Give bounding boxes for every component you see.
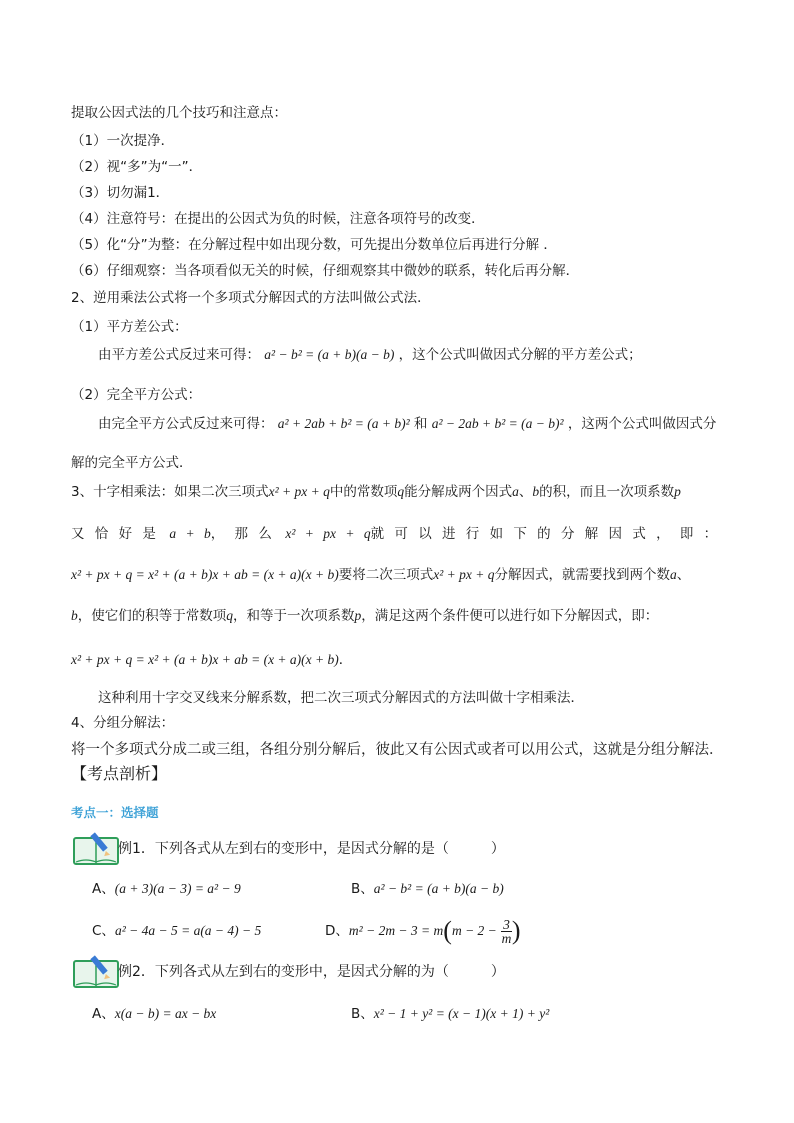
fraction-numerator: 3: [503, 916, 510, 932]
option-2a-label: A、: [92, 1006, 115, 1022]
book-pencil-icon: [72, 832, 120, 866]
cross-text-2b: ， 那 么: [210, 526, 272, 542]
option-1c-formula: a² − 4a − 5 = a(a − 4) − 5: [114, 923, 262, 938]
cross-text-1d: 的积，而且一次项系数: [539, 484, 675, 500]
square-diff-post: ，这个公式叫做因式分解的平方差公式；: [398, 347, 642, 363]
option-1b-formula: a² − b² = (a + b)(a − b): [373, 881, 504, 896]
cross-sep-2: 、: [676, 567, 691, 583]
cross-formula-2: a + b: [169, 526, 211, 541]
tip-4: （4）注意符号：在提出的公因式为负的时候，注意各项符号的改变．: [71, 211, 485, 227]
section-4-title: 4、分组分解法：: [71, 715, 175, 731]
example-1-question: ．下列各式从左到右的变形中，是因式分解的是（ ）: [140, 841, 505, 857]
tip-1: （1）一次提净．: [71, 133, 175, 149]
option-1b-label: B、: [351, 881, 374, 897]
tip-5: （5）化“分”为整：在分解过程中如出现分数，可先提出分数单位后再进行分解 ．: [71, 237, 557, 253]
square-diff-label: （1）平方差公式：: [71, 319, 188, 335]
cross-formula-3: x² + px + q = x² + (a + b)x + ab = (x + a)(x + b): [71, 567, 339, 582]
cross-text-4c: ，和等于一次项系数: [233, 608, 355, 624]
cross-formula-2b: x² + px + q: [285, 526, 371, 541]
cross-method-line-2: [71, 525, 717, 543]
fraction-denominator: m: [501, 930, 512, 946]
option-2b-formula: x² − 1 + y² = (x − 1)(x + 1) + y²: [373, 1006, 550, 1021]
intro-text: 提取公因式法的几个技巧和注意点：: [71, 105, 287, 121]
cross-formula-3b: x² + px + q: [433, 567, 495, 582]
book-pencil-icon: [72, 955, 120, 989]
option-1b: [351, 880, 504, 898]
option-2a-formula: x(a − b) = ax − bx: [114, 1006, 217, 1021]
cross-text-2c: 就 可 以 进 行 如 下 的 分 解 因 式 ， 即 ：: [370, 526, 718, 542]
cross-text-1b: 中的常数项: [329, 484, 398, 500]
cross-formula-5: x² + px + q = x² + (a + b)x + ab = (x + a)(x + b): [71, 652, 339, 667]
example-2-number: 2: [132, 964, 141, 980]
kaodian-title: 考点一：选择题: [71, 805, 159, 820]
cross-method-line-5: [71, 651, 352, 669]
option-1c-label: C、: [92, 923, 115, 939]
cross-method-line-4: [71, 607, 658, 625]
perfect-square-line: [98, 415, 716, 433]
cross-var-p2: p: [354, 608, 362, 623]
option-1d-formula-mid: m − 2 −: [451, 923, 497, 938]
cross-method-summary: 这种利用十字交叉线来分解系数，把二次三项式分解因式的方法叫做十字相乘法．: [98, 690, 584, 706]
square-diff-formula: a² − b² = (a + b)(a − b): [264, 347, 395, 362]
example-1-stem: [118, 840, 505, 858]
perfect-square-formula-1: a² + 2ab + b² = (a + b)²: [277, 416, 410, 431]
example-2-stem: [118, 963, 505, 981]
tip-6: （6）仔细观察：当各项看似无关的时候，仔细观察其中微妙的联系，转化后再分解．: [71, 263, 580, 279]
option-1d-paren-open: (: [443, 916, 452, 945]
cross-var-a: a: [512, 484, 519, 499]
option-1c: [92, 922, 261, 940]
option-1d-paren-close: ): [511, 916, 521, 945]
cross-var-q2: q: [226, 608, 233, 623]
option-2b: [351, 1005, 549, 1023]
option-2a: [92, 1005, 216, 1023]
cross-var-b: b: [532, 484, 540, 499]
example-1-label: 例: [118, 841, 132, 857]
option-1d-formula-pre: m² − 2m − 3 = m: [348, 923, 444, 938]
cross-text-1c: 能分解成两个因式: [404, 484, 513, 500]
perfect-square-formula-2: a² − 2ab + b² = (a − b)²: [431, 416, 564, 431]
cross-method-line-1: [71, 483, 681, 501]
cross-text-4a: ，使它们的积等于常数项: [77, 608, 227, 624]
cross-end: ．: [338, 652, 353, 668]
cross-var-q: q: [397, 484, 405, 499]
option-2b-label: B、: [351, 1006, 374, 1022]
square-diff-pre: 由平方差公式反过来可得：: [98, 347, 260, 363]
example-2-question: ．下列各式从左到右的变形中，是因式分解的为（ ）: [140, 964, 505, 980]
perfect-square-label: （2）完全平方公式：: [71, 387, 202, 403]
tip-2: （2）视“多”为“一”．: [71, 159, 203, 175]
cross-var-a2: a: [670, 567, 677, 582]
section-4-text: 将一个多项式分成二或三组，各组分别分解后，彼此又有公因式或者可以用公式，这就是分组分解法．: [71, 742, 724, 758]
perfect-square-cont: 解的完全平方公式．: [71, 455, 193, 471]
perfect-square-post: ，这两个公式叫做因式分: [567, 416, 717, 432]
option-1a-label: A、: [92, 881, 115, 897]
perfect-square-pre: 由完全平方公式反过来可得：: [98, 416, 274, 432]
perfect-square-and: 和: [413, 416, 428, 432]
cross-text-2a: 又 恰 好 是: [71, 526, 156, 542]
tip-3: （3）切勿漏1．: [71, 185, 170, 201]
section-2-title: 2、逆用乘法公式将一个多项式分解因式的方法叫做公式法．: [71, 290, 431, 306]
example-1-number: 1: [132, 841, 141, 857]
option-1d-label: D、: [325, 923, 349, 939]
option-1a: [92, 880, 241, 898]
cross-sep: 、: [518, 484, 533, 500]
cross-text-1a: 3、十字相乘法：如果二次三项式: [71, 484, 269, 500]
option-1d: [325, 914, 521, 948]
cross-formula-1: x² + px + q: [268, 484, 330, 499]
option-1a-formula: (a + 3)(a − 3) = a² − 9: [114, 881, 241, 896]
option-1d-fraction: [501, 918, 512, 945]
cross-var-b2: b: [71, 608, 78, 623]
square-diff-line: [98, 346, 642, 364]
cross-text-3b: 分解因式，就需要找到两个数: [494, 567, 671, 583]
section-heading: 【考点剖析】: [71, 764, 168, 783]
cross-text-3a: 要将二次三项式: [338, 567, 434, 583]
cross-text-4d: ，满足这两个条件便可以进行如下分解因式，即：: [361, 608, 659, 624]
cross-method-line-3: [71, 566, 690, 584]
example-2-label: 例: [118, 964, 132, 980]
cross-var-p: p: [674, 484, 681, 499]
